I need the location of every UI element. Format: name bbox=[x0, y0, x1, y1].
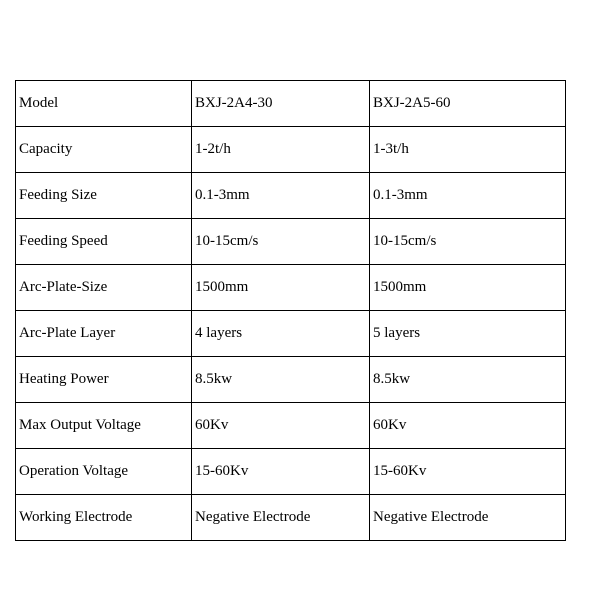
cell-value-b: 1-3t/h bbox=[370, 127, 566, 173]
table-row bbox=[16, 495, 566, 541]
table-row bbox=[16, 357, 566, 403]
cell-value-b: 0.1-3mm bbox=[370, 173, 566, 219]
row-label: Arc-Plate-Size bbox=[16, 265, 192, 311]
cell-value-b: 10-15cm/s bbox=[370, 219, 566, 265]
cell-value-b: 5 layers bbox=[370, 311, 566, 357]
row-label: Feeding Speed bbox=[16, 219, 192, 265]
row-label: Working Electrode bbox=[16, 495, 192, 541]
cell-value-b: Negative Electrode bbox=[370, 495, 566, 541]
table-row bbox=[16, 219, 566, 265]
row-label: Operation Voltage bbox=[16, 449, 192, 495]
cell-value-a: 10-15cm/s bbox=[192, 219, 370, 265]
cell-value-b: 8.5kw bbox=[370, 357, 566, 403]
spec-table-body bbox=[16, 81, 566, 541]
cell-value-a: 0.1-3mm bbox=[192, 173, 370, 219]
cell-value-a: 15-60Kv bbox=[192, 449, 370, 495]
row-label: Max Output Voltage bbox=[16, 403, 192, 449]
cell-value-b: 1500mm bbox=[370, 265, 566, 311]
cell-value-a: 8.5kw bbox=[192, 357, 370, 403]
table-row bbox=[16, 449, 566, 495]
row-label: Model bbox=[16, 81, 192, 127]
spec-table bbox=[15, 80, 566, 541]
cell-value-b: 60Kv bbox=[370, 403, 566, 449]
cell-value-b: 15-60Kv bbox=[370, 449, 566, 495]
cell-model-b: BXJ-2A5-60 bbox=[370, 81, 566, 127]
table-row bbox=[16, 265, 566, 311]
table-row bbox=[16, 403, 566, 449]
cell-value-a: 60Kv bbox=[192, 403, 370, 449]
table-row bbox=[16, 311, 566, 357]
cell-model-a: BXJ-2A4-30 bbox=[192, 81, 370, 127]
table-row bbox=[16, 173, 566, 219]
cell-value-a: 1-2t/h bbox=[192, 127, 370, 173]
row-label: Capacity bbox=[16, 127, 192, 173]
row-label: Arc-Plate Layer bbox=[16, 311, 192, 357]
table-row bbox=[16, 81, 566, 127]
cell-value-a: 4 layers bbox=[192, 311, 370, 357]
row-label: Heating Power bbox=[16, 357, 192, 403]
row-label: Feeding Size bbox=[16, 173, 192, 219]
cell-value-a: 1500mm bbox=[192, 265, 370, 311]
cell-value-a: Negative Electrode bbox=[192, 495, 370, 541]
table-row bbox=[16, 127, 566, 173]
